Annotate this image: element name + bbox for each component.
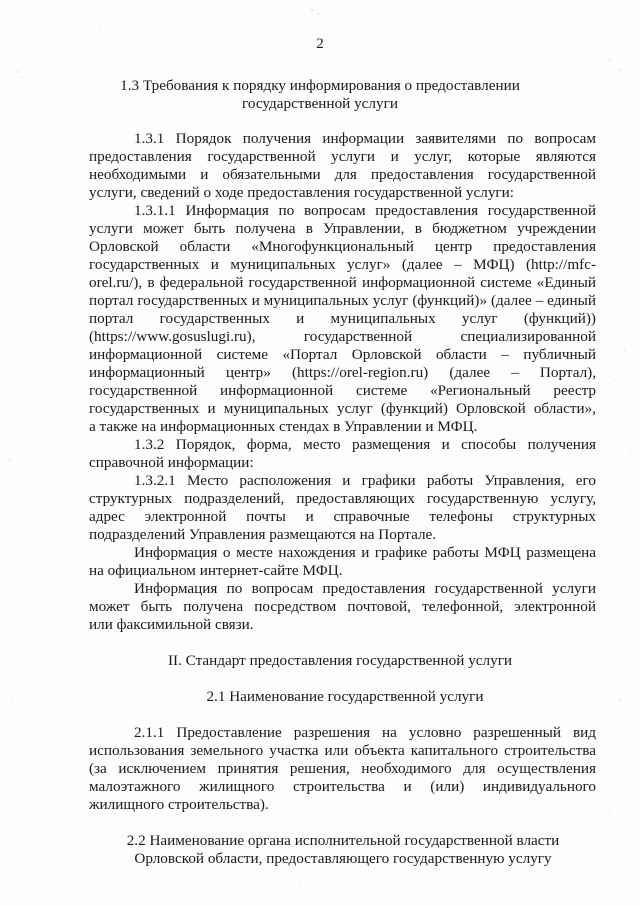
- paragraph-line: предоставления государственной услуги и услуг, которые являются: [89, 148, 596, 165]
- paragraph-line: информационный центр» (https://orel-region.ru) (далее – Портал),: [89, 364, 596, 381]
- subsection-heading-line: Орловской области, предоставляющего государственную услугу: [134, 850, 552, 867]
- paragraph-line: адрес электронной почты и справочные телефоны структурных: [89, 508, 596, 525]
- paragraph-line: 1.3.1 Порядок получения информации заявителями по вопросам: [134, 130, 596, 147]
- paragraph-line: справочной информации:: [89, 454, 254, 471]
- paragraph-line: может быть получена посредством почтовой, телефонной, электронной: [89, 598, 596, 615]
- paragraph-line: государственных и муниципальных услуг» (далее – МФЦ) (http://mfc-: [89, 256, 596, 273]
- paragraph-line: информационной системе «Портал Орловской области – публичный: [89, 346, 596, 363]
- paragraph-line: Информация о месте нахождения и графике работы МФЦ размещена: [134, 544, 596, 561]
- paragraph-line: жилищного строительства).: [89, 796, 269, 813]
- section-heading-line: 1.3 Требования к порядку информирования о предоставлении: [120, 77, 520, 94]
- paragraph-line: услуги, сведений о ходе предоставления государственной услуги:: [89, 184, 515, 201]
- paragraph-line: использования земельного участка или объекта капитального строительства: [89, 742, 596, 759]
- subsection-heading: 2.1 Наименование государственной услуги: [206, 688, 484, 705]
- paragraph-line: портал государственных и муниципальных услуг (функций)): [89, 310, 596, 327]
- paragraph-line: 1.3.2.1 Место расположения и графики работы Управления, его: [134, 472, 596, 489]
- paragraph-line: государственных и муниципальных услуг (функций) Орловской области»,: [89, 400, 596, 417]
- paragraph-line: Информация по вопросам предоставления государственной услуги: [134, 580, 596, 597]
- paragraph-line: услуги может быть получена в Управлении, в бюджетном учреждении: [89, 220, 596, 237]
- paragraph-line: малоэтажного жилищного строительства и (или) индивидуального: [89, 778, 596, 795]
- paragraph-line: а также на информационных стендах в Управлении и МФЦ.: [89, 418, 478, 435]
- paragraph-line: портал государственных и муниципальных услуг (функций)» (далее – единый: [89, 292, 596, 309]
- paragraph-line: 1.3.1.1 Информация по вопросам предоставления государственной: [134, 202, 596, 219]
- paragraph-line: или факсимильной связи.: [89, 616, 254, 633]
- page-number: 2: [316, 36, 324, 52]
- paragraph-line: государственной информационной системе «Региональный реестр: [89, 382, 596, 399]
- paragraph-line: необходимыми и обязательными для предоставления государственной: [89, 166, 596, 183]
- paragraph-line: orel.ru/), в федеральной государственной информационной системе «Единый: [89, 274, 596, 291]
- paragraph-line: 2.1.1 Предоставление разрешения на условно разрешенный вид: [134, 724, 596, 741]
- paragraph-line: (за исключением принятия решения, необходимого для осуществления: [89, 760, 596, 777]
- paragraph-line: структурных подразделений, предоставляющих государственную услугу,: [89, 490, 596, 507]
- paragraph-line: (https://www.gosuslugi.ru), государственной специализированной: [89, 328, 596, 345]
- paragraph-line: 1.3.2 Порядок, форма, место размещения и способы получения: [134, 436, 596, 453]
- paragraph-line: Орловской области «Многофункциональный центр предоставления: [89, 238, 596, 255]
- section-heading-line: государственной услуги: [242, 95, 398, 112]
- section-heading-line: II. Стандарт предоставления государственной услуги: [167, 652, 513, 669]
- subsection-heading-line: 2.2 Наименование органа исполнительной государственной власти: [126, 832, 560, 849]
- paragraph-line: на официальном интернет-сайте МФЦ.: [89, 562, 343, 579]
- paragraph-line: подразделений Управления размещаются на Портале.: [89, 526, 437, 543]
